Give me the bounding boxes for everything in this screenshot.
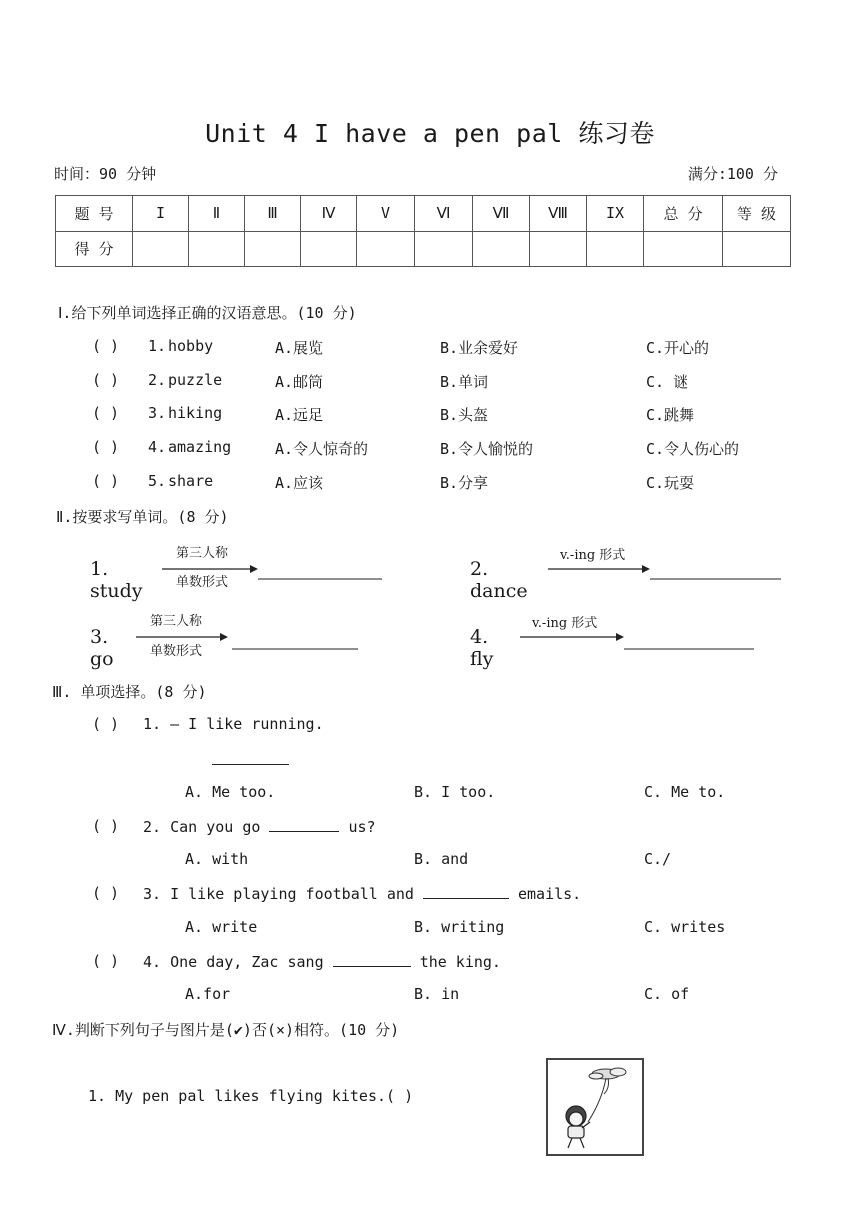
question-post: us? (348, 818, 376, 836)
option-a: A.远足 (275, 406, 324, 424)
option-b: B. writing (414, 918, 505, 936)
option-b: B. I too. (414, 783, 496, 801)
answer-blank (212, 750, 289, 769)
score-table-header-row (56, 196, 791, 232)
answer-paren: ( ) (92, 952, 120, 970)
option-a: A.for (185, 985, 231, 1003)
score-input-cell (133, 231, 189, 267)
score-input-cell (415, 231, 473, 267)
answer-blank (423, 884, 509, 899)
score-input-cell (189, 231, 245, 267)
answer-paren: ( ) (92, 472, 120, 490)
item-number: 3. (148, 404, 167, 422)
option-a: A. write (185, 918, 258, 936)
question-pre: 4. One day, Zac sang (143, 953, 324, 971)
question-text (143, 884, 581, 903)
option-c: C. of (644, 985, 690, 1003)
answer-paren: ( ) (92, 438, 120, 456)
option-a: A.应该 (275, 474, 324, 492)
option-c: C.开心的 (646, 339, 710, 357)
answer-blank (269, 817, 339, 832)
transform-bottom-label: 单数形式 (150, 644, 203, 659)
score-header-cell: IX (587, 196, 644, 232)
option-a: A. Me too. (185, 783, 276, 801)
question-text (143, 952, 501, 971)
section3-heading: Ⅲ. 单项选择。(8 分) (52, 683, 207, 701)
option-b: B.业余爱好 (440, 339, 519, 357)
answer-paren: ( ) (92, 715, 120, 733)
transform-word: 2. dance (470, 558, 528, 602)
transform-bottom-label: 单数形式 (176, 575, 229, 590)
option-b: B.单词 (440, 373, 489, 391)
full-score-label: 满分:100 分 (687, 165, 778, 183)
score-input-cell (301, 231, 357, 267)
score-input-cell (357, 231, 415, 267)
option-b: B.分享 (440, 474, 489, 492)
score-input-cell (245, 231, 301, 267)
time-label: 时间：90 分钟 (54, 165, 157, 183)
question-post: the king. (419, 953, 501, 971)
score-input-cell (530, 231, 587, 267)
score-header-cell: Ⅶ (473, 196, 530, 232)
judgement-sentence: 1. My pen pal likes flying kites.( ) (88, 1087, 414, 1105)
item-number: 1. (148, 337, 167, 355)
option-a: A.令人惊奇的 (275, 440, 369, 458)
answer-paren: ( ) (92, 404, 120, 422)
score-header-cell: Ⅲ (245, 196, 301, 232)
option-c: C.跳舞 (646, 406, 695, 424)
transform-word: 4. fly (470, 626, 494, 670)
arrow-icon (548, 562, 783, 582)
item-word: puzzle (168, 371, 223, 389)
kite-boy-icon (548, 1060, 642, 1154)
score-table (55, 195, 791, 267)
section4-heading: Ⅳ.判断下列句子与图片是(✔)否(×)相符。(10 分) (52, 1021, 400, 1039)
transform-top-label: 第三人称 (176, 546, 229, 561)
option-a: A.展览 (275, 339, 324, 357)
transform-top-label: v.-ing 形式 (560, 548, 626, 563)
score-header-cell: Ⅳ (301, 196, 357, 232)
score-table-score-row (56, 231, 791, 267)
score-header-cell: Ⅱ (189, 196, 245, 232)
option-b: B. and (414, 850, 469, 868)
question-post: emails. (518, 885, 582, 903)
item-number: 2. (148, 371, 167, 389)
score-header-cell: I (133, 196, 189, 232)
item-word: hiking (168, 404, 223, 422)
question-pre: 2. Can you go (143, 818, 261, 836)
score-header-cell: 总 分 (644, 196, 723, 232)
score-input-cell (644, 231, 723, 267)
item-number: 4. (148, 438, 167, 456)
item-word: share (168, 472, 214, 490)
transform-top-label: 第三人称 (150, 614, 203, 629)
answer-paren: ( ) (92, 817, 120, 835)
score-header-cell: 等 级 (723, 196, 791, 232)
option-a: A. with (185, 850, 249, 868)
item-word: amazing (168, 438, 232, 456)
answer-paren: ( ) (92, 371, 120, 389)
transform-top-label: v.-ing 形式 (532, 616, 598, 631)
score-header-cell: 题 号 (56, 196, 133, 232)
item-word: hobby (168, 337, 214, 355)
score-input-cell (473, 231, 530, 267)
arrow-icon (520, 630, 756, 652)
option-a: A.邮筒 (275, 373, 324, 391)
score-header-cell: Ⅵ (415, 196, 473, 232)
question-pre: 3. I like playing football and (143, 885, 414, 903)
arrow-icon (162, 562, 384, 582)
option-b: B. in (414, 985, 460, 1003)
score-input-cell (723, 231, 791, 267)
question-text: 1. — I like running. (143, 715, 324, 733)
kite-picture (546, 1058, 644, 1156)
answer-paren: ( ) (92, 337, 120, 355)
option-b: B.令人愉悦的 (440, 440, 534, 458)
arrow-icon (136, 630, 360, 652)
score-header-cell: V (357, 196, 415, 232)
transform-word: 3. go (90, 626, 114, 670)
score-input-cell (587, 231, 644, 267)
option-b: B.头盔 (440, 406, 489, 424)
score-header-cell: Ⅷ (530, 196, 587, 232)
score-row-label: 得 分 (56, 231, 133, 267)
item-number: 5. (148, 472, 167, 490)
option-c: C. 谜 (646, 373, 689, 391)
option-c: C. writes (644, 918, 726, 936)
section1-heading: Ⅰ.给下列单词选择正确的汉语意思。(10 分) (58, 304, 357, 322)
option-c: C. Me to. (644, 783, 726, 801)
question-text (143, 817, 376, 836)
transform-word: 1. study (90, 558, 143, 602)
section2-heading: Ⅱ.按要求写单词。(8 分) (56, 508, 229, 526)
answer-paren: ( ) (92, 884, 120, 902)
option-c: C./ (644, 850, 672, 868)
answer-blank (333, 952, 411, 967)
option-c: C.玩耍 (646, 474, 695, 492)
page-title: Unit 4 I have a pen pal 练习卷 (205, 119, 655, 148)
option-c: C.令人伤心的 (646, 440, 740, 458)
